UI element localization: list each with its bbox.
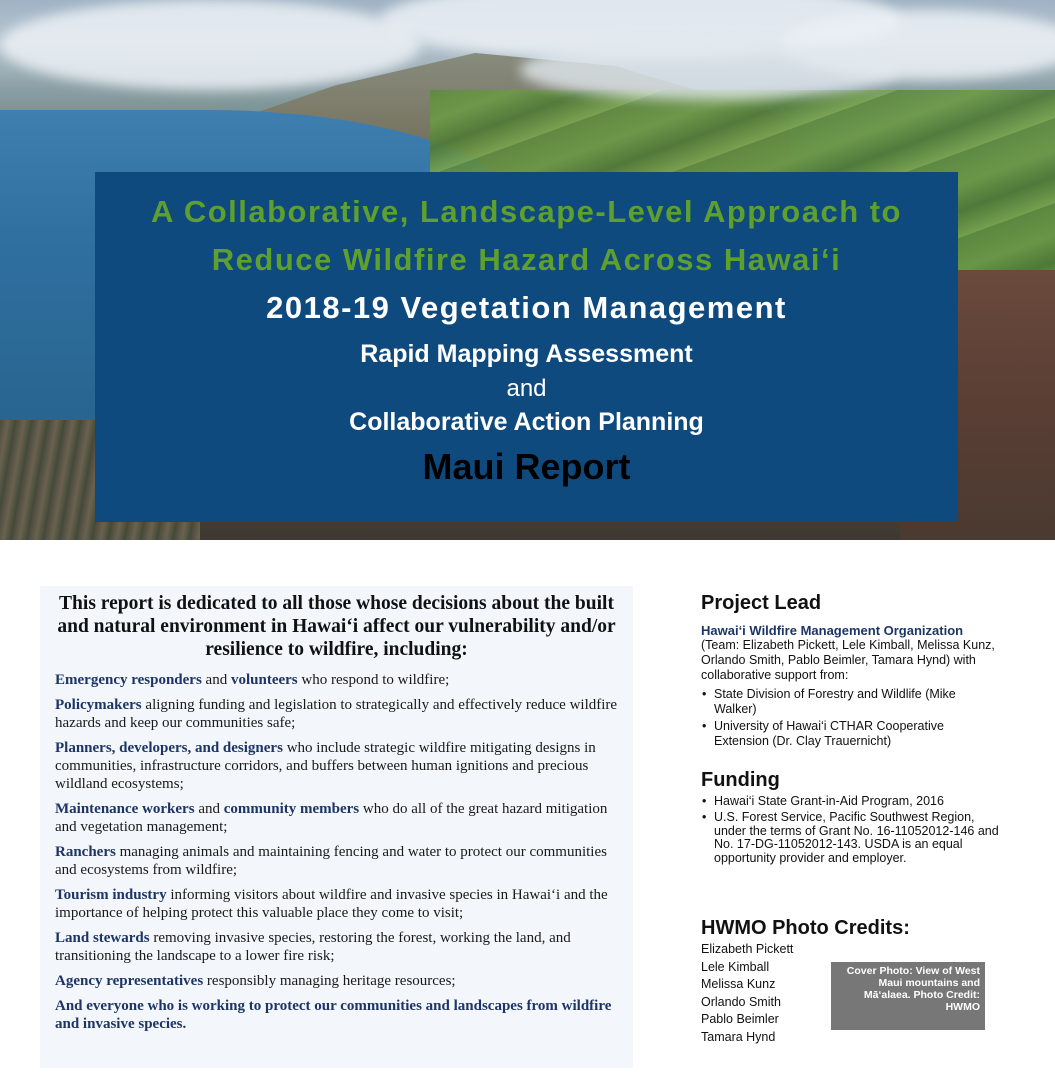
dedication-item-highlight: Tourism industry: [55, 887, 167, 903]
dedication-final: And everyone who is working to protect our communities and landscapes from wildfire and invasive species.: [55, 998, 612, 1032]
and-connector: and: [506, 375, 547, 402]
funding-list: [701, 794, 1001, 865]
dedication-item-highlight: community members: [223, 801, 360, 817]
dedication-item-highlight: Ranchers: [55, 844, 116, 860]
dedication-item-highlight: Maintenance workers: [55, 801, 195, 817]
lead-team: (Team: Elizabeth Pickett, Lele Kimball, Melissa Kunz, Orlando Smith, Pablo Beimler, Tamara Hynd) with collaborative support from:: [701, 638, 995, 682]
dedication-heading: This report is dedicated to all those whose decisions about the built and natural environment in Hawai‘i affect our vulnerability and/or resilience to wildfire, including:: [57, 593, 616, 660]
report-subtitle: 2018-19 Vegetation Management: [266, 290, 787, 325]
photo-credits-heading: HWMO Photo Credits:: [701, 917, 910, 939]
funding-heading: Funding: [701, 769, 780, 791]
dedication-item-highlight: Policymakers: [55, 697, 142, 713]
dedication-item-text: who include strategic wildfire mitigating designs in communities, infrastructure corridors, and buffers between human ignitions and precious wildland ecosystems;: [55, 740, 596, 792]
maui-report-heading: Maui Report: [422, 446, 631, 487]
dedication-item-highlight: Land stewards: [55, 930, 150, 946]
dedication-item-text: managing animals and maintaining fencing and water to protect our communities and ecosystems from wildfire;: [55, 844, 607, 878]
dedication-item-text: who do all of the great hazard mitigation and vegetation management;: [55, 801, 608, 835]
title-box: [95, 172, 958, 522]
funding-item: • Hawai‘i State Grant-in-Aid Program, 2016: [701, 794, 1001, 809]
dedication-item: [55, 800, 623, 836]
dedication-item-text: who respond to wildfire;: [297, 672, 450, 688]
dedication-item: [55, 929, 623, 965]
dedication-item: [55, 671, 623, 689]
dedication-list: [55, 671, 623, 1033]
rapid-mapping-heading: Rapid Mapping Assessment: [360, 340, 693, 368]
project-info-column: [701, 592, 1001, 867]
dedication-item-text: informing visitors about wildfire and invasive species in Hawai‘i and the importance of helping protect this valuable place they come to visit;: [55, 887, 608, 921]
project-lead-heading: Project Lead: [701, 592, 822, 614]
support-item: • State Division of Forestry and Wildlife (Mike Walker): [701, 687, 1001, 717]
credit-name: Lele Kimball: [701, 959, 770, 974]
dedication-panel: [40, 586, 633, 1068]
dedication-item-text: responsibly managing heritage resources;: [203, 973, 456, 989]
credit-name: Elizabeth Pickett: [701, 942, 794, 956]
dedication-item-highlight: Agency representatives: [55, 973, 204, 989]
cover-photo-caption: Cover Photo: View of West Maui mountains and Mā‘alaea. Photo Credit: HWMO: [831, 962, 985, 1030]
credit-name: Pablo Beimler: [701, 1012, 779, 1026]
collaborative-planning-heading: Collaborative Action Planning: [349, 408, 704, 436]
dedication-item: [55, 972, 623, 990]
funding-item: • U.S. Forest Service, Pacific Southwest Region, under the terms of Grant No. 16-11052012-146 and No. 17-DG-11052012-143. USDA is an equal opportunity provider and employer.: [701, 811, 1001, 865]
dedication-item-text: removing invasive species, restoring the forest, working the land, and transitioning the landscape to a lower fire risk;: [55, 930, 571, 964]
credit-name: Orlando Smith: [701, 994, 781, 1009]
dedication-item-highlight: volunteers: [230, 672, 298, 688]
dedication-item-highlight: Emergency responders: [55, 672, 202, 688]
dedication-item-highlight: Planners, developers, and designers: [55, 740, 283, 756]
support-list: [701, 687, 1001, 749]
dedication-item: [55, 696, 623, 732]
credit-name: Melissa Kunz: [701, 977, 776, 991]
funding-section: [701, 769, 1001, 865]
support-item: • University of Hawai‘i CTHAR Cooperative Extension (Dr. Clay Trauernicht): [701, 719, 1001, 749]
credit-name: Tamara Hynd: [701, 1029, 776, 1044]
dedication-item-text: aligning funding and legislation to strategically and effectively reduce wildfire hazards and keep our communities safe;: [55, 697, 618, 731]
report-title-line-1: A Collaborative, Landscape-Level Approach to: [150, 194, 902, 229]
photo-credits-list: [701, 941, 793, 1046]
dedication-item-connector: and: [201, 672, 231, 688]
dedication-item: [55, 843, 623, 879]
dedication-item: [55, 739, 623, 793]
lead-organization: Hawai‘i Wildfire Management Organization: [701, 623, 964, 638]
dedication-item-connector: and: [194, 801, 224, 817]
dedication-item: [55, 886, 623, 922]
report-title-line-2: Reduce Wildfire Hazard Across Hawai‘i: [211, 242, 842, 277]
